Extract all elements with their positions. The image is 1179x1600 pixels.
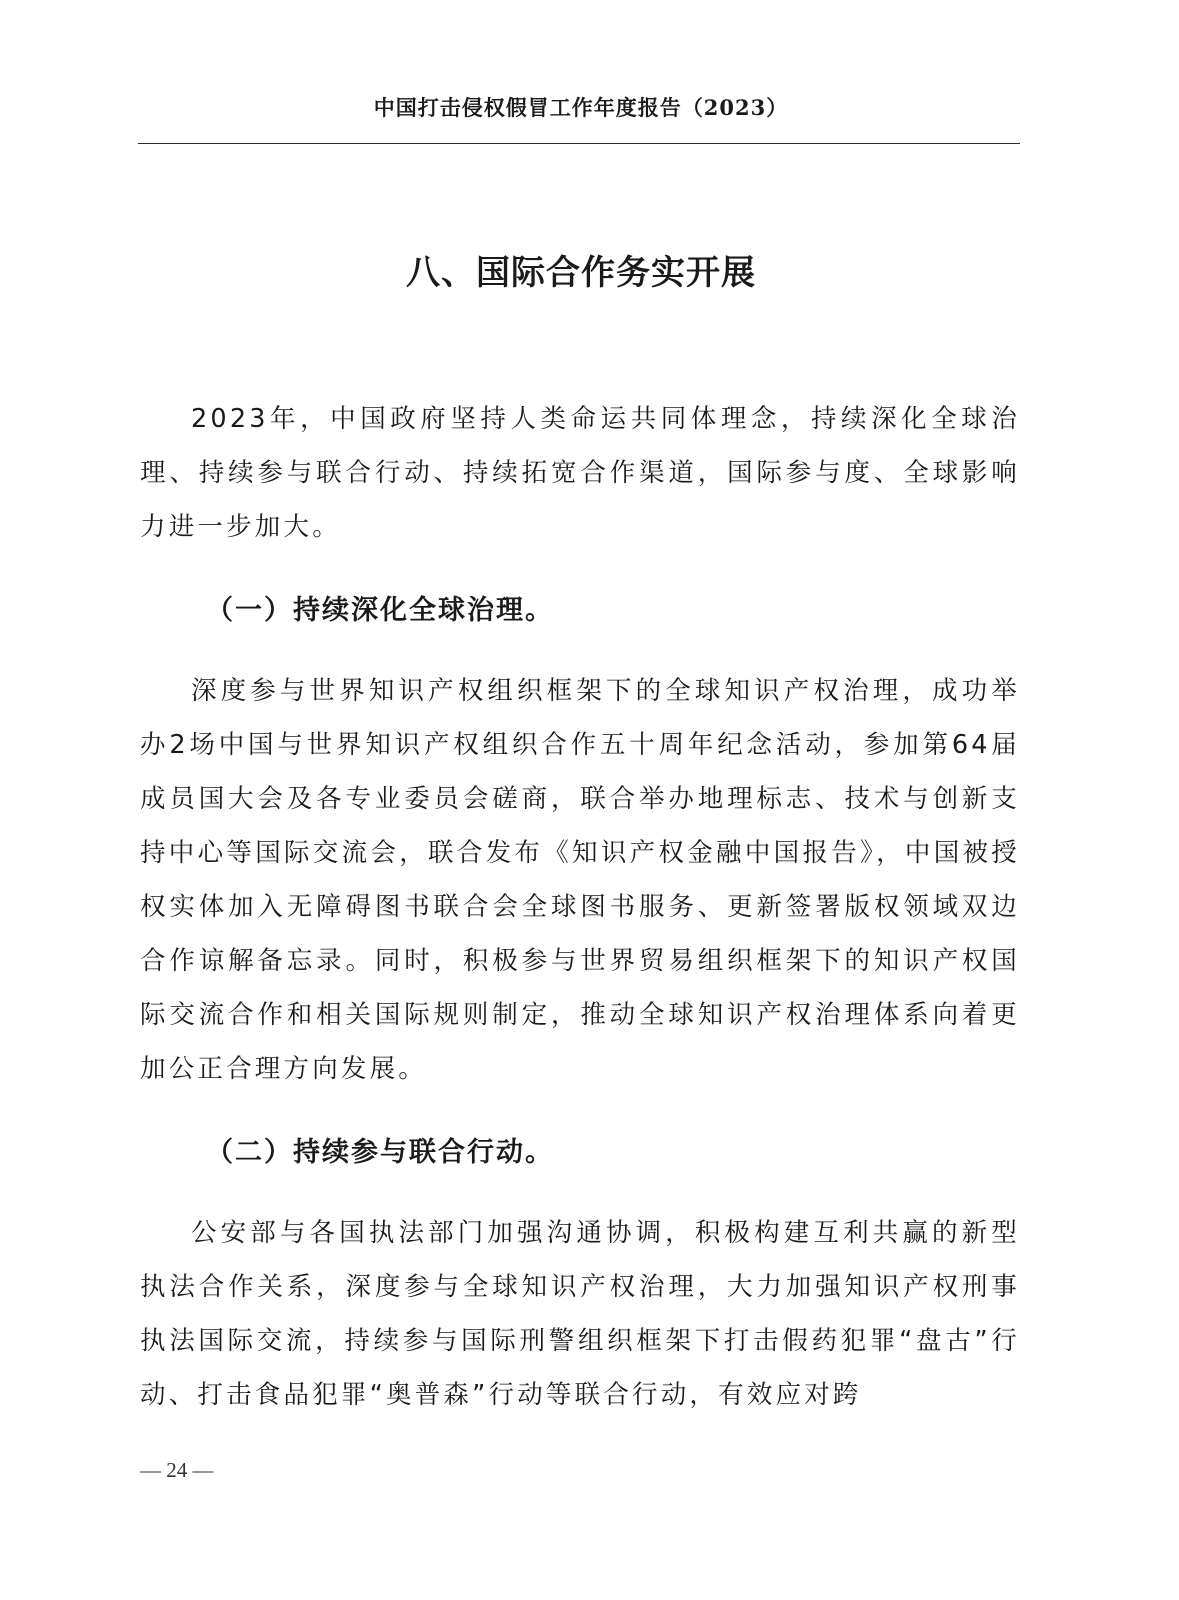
page-number: — 24 — [140, 1458, 214, 1482]
section2-paragraph: 公安部与各国执法部门加强沟通协调，积极构建互利共赢的新型执法合作关系，深度参与全球知识产权治理，大力加强知识产权刑事执法国际交流，持续参与国际刑警组织框架下打击假药犯罪“盘古”行动、打击食品犯罪“奥普森”行动等联合行动，有效应对跨 [140, 1218, 1020, 1410]
section-heading-joint-actions: （二）持续参与联合行动。 [206, 1137, 554, 1168]
running-header-title: 中国打击侵权假冒工作年度报告（2023） [373, 95, 789, 120]
body-text [140, 392, 1020, 1422]
section-heading-global-governance: （一）持续深化全球治理。 [206, 595, 554, 626]
intro-paragraph: 2023年，中国政府坚持人类命运共同体理念，持续深化全球治理、持续参与联合行动、持续拓宽合作渠道，国际参与度、全球影响力进一步加大。 [140, 404, 1020, 542]
chapter-title: 八、国际合作务实开展 [406, 253, 756, 293]
section1-paragraph: 深度参与世界知识产权组织框架下的全球知识产权治理，成功举办2场中国与世界知识产权组织合作五十周年纪念活动，参加第64届成员国大会及各专业委员会磋商，联合举办地理标志、技术与创新支持中心等国际交流会，联合发布《知识产权金融中国报告》，中国被授权实体加入无障碍图书联合会全球图书服务、更新签署版权领域双边合作谅解备忘录。同时，积极参与世界贸易组织框架下的知识产权国际交流合作和相关国际规则制定，推动全球知识产权治理体系向着更加公正合理方向发展。 [140, 676, 1020, 1084]
header-divider [138, 143, 1020, 144]
